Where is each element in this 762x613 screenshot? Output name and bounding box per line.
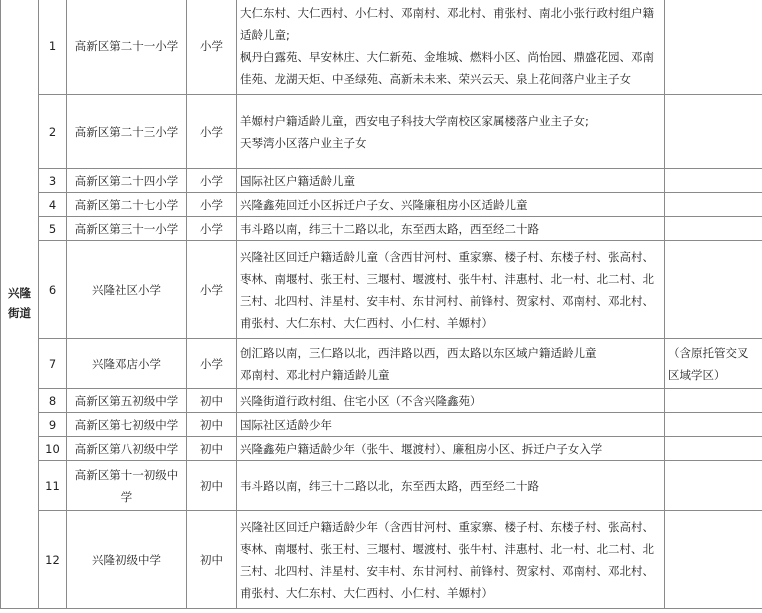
enrollment-area: 兴隆鑫苑回迁小区拆迁户子女、兴隆廉租房小区适龄儿童: [237, 193, 665, 217]
school-name: 高新区第二十一小学: [67, 0, 187, 95]
enrollment-area: 国际社区适龄少年: [237, 413, 665, 437]
school-level: 初中: [187, 413, 237, 437]
note-cell: [665, 193, 762, 217]
enrollment-area: 大仁东村、大仁西村、小仁村、邓南村、邓北村、甫张村、南北小张行政村组户籍适龄儿童; 枫丹白露苑、早安林庄、大仁新苑、金堆城、燃料小区、尚怡园、鼎盛花园、邓南佳苑、龙湖天炬、中圣绿苑、高新未未来、荣兴云天、泉上花间落户业主子女: [237, 0, 665, 95]
school-level: 小学: [187, 169, 237, 193]
school-name: 高新区第八初级中学: [67, 437, 187, 461]
note-cell: [665, 217, 762, 241]
row-number: 1: [39, 0, 67, 95]
row-number: 2: [39, 95, 67, 169]
row-number: 4: [39, 193, 67, 217]
note-cell: [665, 169, 762, 193]
row-number: 9: [39, 413, 67, 437]
enrollment-area: 兴隆社区回迁户籍适龄少年（含西甘河村、重家寨、楼子村、东楼子村、张高村、枣林、南堰村、张王村、三堰村、堰渡村、张牛村、沣惠村、北一村、北二村、北三村、北四村、沣星村、安丰村、东甘河村、前锋村、贺家村、邓南村、邓北村、甫张村、大仁东村、大仁西村、小仁村、羊嫄村）: [237, 511, 665, 609]
school-name: 高新区第三十一小学: [67, 217, 187, 241]
school-level: 初中: [187, 511, 237, 609]
note-cell: （含原托管交叉区域学区）: [665, 339, 762, 389]
school-level: 小学: [187, 0, 237, 95]
row-number: 11: [39, 461, 67, 511]
school-level: 小学: [187, 95, 237, 169]
note-cell: [665, 0, 762, 95]
row-number: 12: [39, 511, 67, 609]
school-name: 兴隆社区小学: [67, 241, 187, 339]
row-number: 8: [39, 389, 67, 413]
school-level: 小学: [187, 217, 237, 241]
enrollment-area: 韦斗路以南，纬三十二路以北，东至西太路，西至经二十路: [237, 217, 665, 241]
table-row: [1, 461, 762, 511]
table-row: [1, 389, 762, 413]
row-number: 5: [39, 217, 67, 241]
school-name: 高新区第五初级中学: [67, 389, 187, 413]
table-row: [1, 193, 762, 217]
enrollment-area: 兴隆街道行政村组、住宅小区（不含兴隆鑫苑）: [237, 389, 665, 413]
note-cell: [665, 241, 762, 339]
school-level: 初中: [187, 461, 237, 511]
school-name: 高新区第二十四小学: [67, 169, 187, 193]
note-cell: [665, 389, 762, 413]
school-level: 小学: [187, 193, 237, 217]
enrollment-area: 韦斗路以南，纬三十二路以北，东至西太路，西至经二十路: [237, 461, 665, 511]
school-name: 高新区第七初级中学: [67, 413, 187, 437]
note-cell: [665, 437, 762, 461]
school-name: 高新区第二十七小学: [67, 193, 187, 217]
enrollment-area: 兴隆鑫苑户籍适龄少年（张牛、堰渡村）、廉租房小区、拆迁户子女入学: [237, 437, 665, 461]
note-cell: [665, 95, 762, 169]
table-row: [1, 95, 762, 169]
table-row: [1, 339, 762, 389]
row-number: 6: [39, 241, 67, 339]
table-row: [1, 217, 762, 241]
district-cell: 兴隆 街道: [1, 0, 39, 609]
table-row: [1, 0, 762, 95]
school-level: 初中: [187, 389, 237, 413]
school-name: 高新区第二十三小学: [67, 95, 187, 169]
table-row: [1, 413, 762, 437]
note-cell: [665, 511, 762, 609]
table-row: [1, 511, 762, 609]
table-row: [1, 241, 762, 339]
enrollment-area: 羊嫄村户籍适龄儿童，西安电子科技大学南校区家属楼落户业主子女; 天琴湾小区落户业主子女: [237, 95, 665, 169]
row-number: 10: [39, 437, 67, 461]
enrollment-area: 创汇路以南，三仁路以北，西沣路以西，西太路以东区域户籍适龄儿童 邓南村、邓北村户籍适龄儿童: [237, 339, 665, 389]
enrollment-area: 国际社区户籍适龄儿童: [237, 169, 665, 193]
school-name: 兴隆初级中学: [67, 511, 187, 609]
school-name: 兴隆邓店小学: [67, 339, 187, 389]
school-name: 高新区第十一初级中学: [67, 461, 187, 511]
row-number: 7: [39, 339, 67, 389]
note-cell: [665, 461, 762, 511]
school-level: 小学: [187, 241, 237, 339]
note-cell: [665, 413, 762, 437]
school-level: 小学: [187, 339, 237, 389]
enrollment-area: 兴隆社区回迁户籍适龄儿童（含西甘河村、重家寨、楼子村、东楼子村、张高村、枣林、南堰村、张王村、三堰村、堰渡村、张牛村、沣惠村、北一村、北二村、北三村、北四村、沣星村、安丰村、东甘河村、前锋村、贺家村、邓南村、邓北村、甫张村、大仁东村、大仁西村、小仁村、羊嫄村）: [237, 241, 665, 339]
table-row: [1, 169, 762, 193]
row-number: 3: [39, 169, 67, 193]
table-row: [1, 437, 762, 461]
school-level: 初中: [187, 437, 237, 461]
